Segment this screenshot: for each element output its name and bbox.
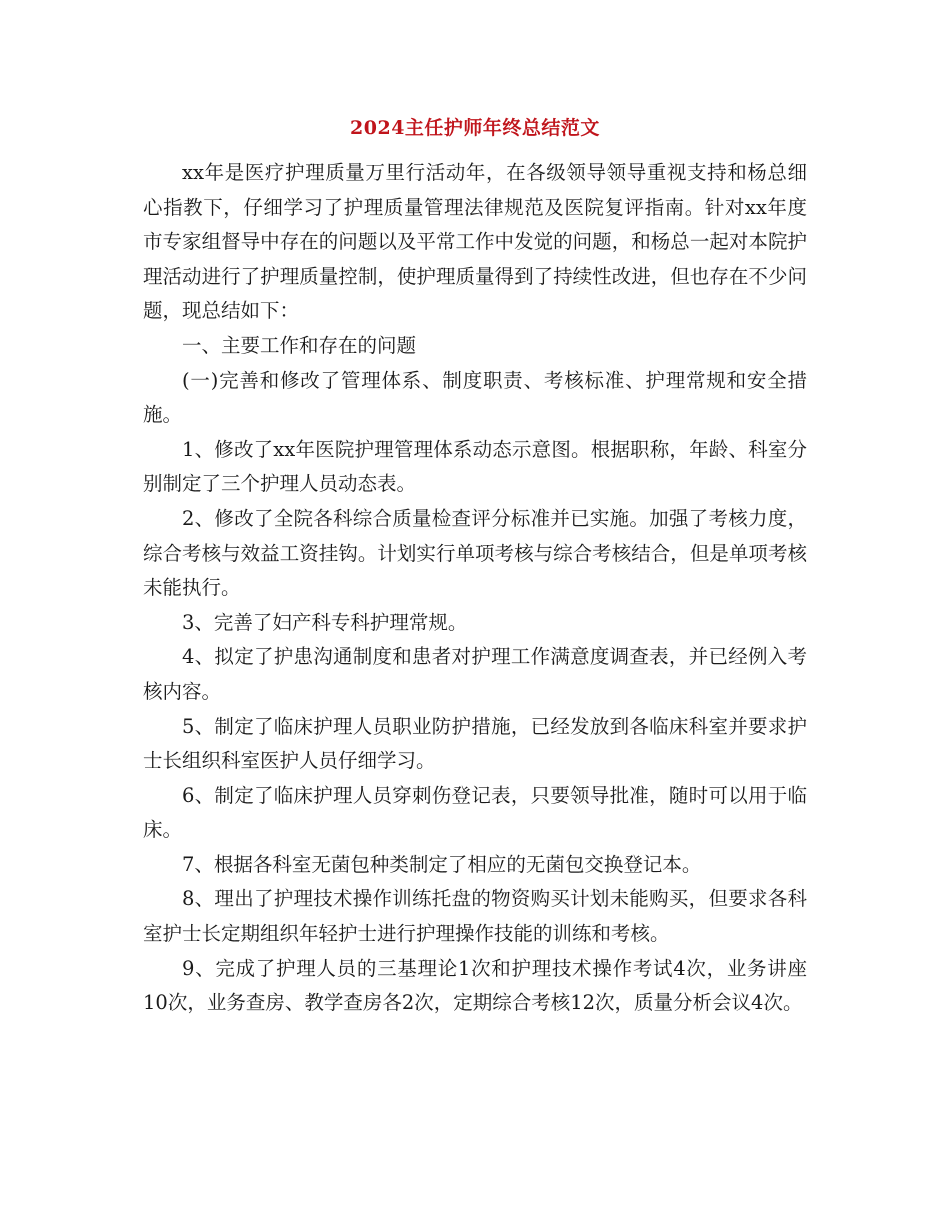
document-title: 2024主任护师年终总结范文 [350,117,600,139]
list-item-1: 1、修改了xx年医院护理管理体系动态示意图。根据职称，年龄、科室分别制定了三个护理人员动态表。 [143,437,807,496]
list-item-9: 9、完成了护理人员的三基理论1次和护理技术操作考试4次，业务讲座10次，业务查房、教学查房各2次，定期综合考核12次，质量分析会议4次。 [143,956,807,1015]
section-heading: 一、主要工作和存在的问题 [182,333,417,357]
list-item-6: 6、制定了临床护理人员穿刺伤登记表，只要领导批准，随时可以用于临床。 [143,783,807,842]
list-item-2: 2、修改了全院各科综合质量检查评分标准并已实施。加强了考核力度，综合考核与效益工资挂钩。计划实行单项考核与综合考核结合，但是单项考核未能执行。 [143,506,807,600]
document-body [143,156,807,1021]
subsection-heading: (一)完善和修改了管理体系、制度职责、考核标准、护理常规和安全措施。 [143,368,807,427]
list-item-4: 4、拟定了护患沟通制度和患者对护理工作满意度调查表，并已经例入考核内容。 [143,645,807,703]
list-item-8: 8、理出了护理技术操作训练托盘的物资购买计划未能购买，但要求各科室护士长定期组织年轻护士进行护理操作技能的训练和考核。 [143,887,807,946]
paragraph-intro: xx年是医疗护理质量万里行活动年，在各级领导领导重视支持和杨总细心指教下，仔细学习了护理质量管理法律规范及医院复评指南。针对xx年度市专家组督导中存在的问题以及平常工作中发觉的问题，和杨总一起对本院护理活动进行了护理质量控制，使护理质量得到了持续性改进，但也存在不少问题，现总结如下： [143,161,807,323]
list-item-3: 3、完善了妇产科专科护理常规。 [182,610,468,634]
list-item-5: 5、制定了临床护理人员职业防护措施，已经发放到各临床科室并要求护士长组织科室医护人员仔细学习。 [143,714,807,773]
list-item-7: 7、根据各科室无菌包种类制定了相应的无菌包交换登记本。 [182,852,702,876]
